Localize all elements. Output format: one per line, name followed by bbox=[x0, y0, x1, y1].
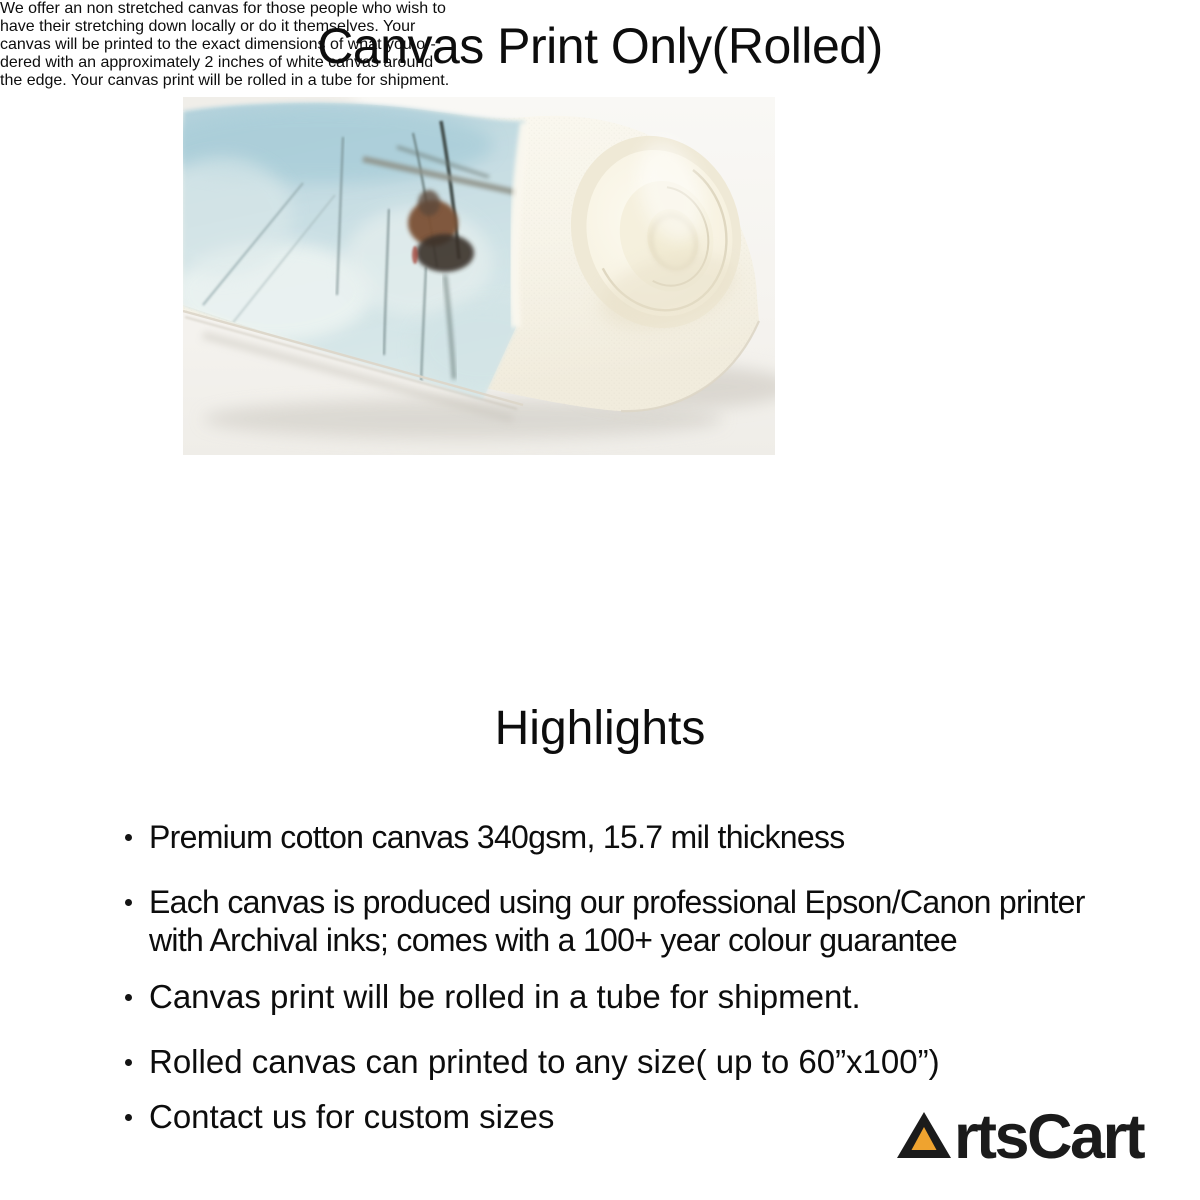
bullet-dot bbox=[125, 899, 132, 906]
highlight-text: Canvas print will be rolled in a tube for shipment. bbox=[149, 978, 861, 1015]
highlights-heading: Highlights bbox=[494, 702, 706, 755]
description-line: have their stretching down locally or do it themselves. Your bbox=[0, 18, 416, 35]
highlight-text: Each canvas is produced using our professional Epson/Canon printer bbox=[149, 884, 1085, 920]
highlight-item bbox=[125, 883, 1165, 959]
description-line: canvas will be printed to the exact dimensions of what you or- bbox=[0, 36, 436, 53]
artscart-logo bbox=[897, 1100, 1157, 1170]
bullet-dot bbox=[125, 1059, 132, 1066]
product-photo bbox=[183, 97, 775, 455]
highlight-text: Premium cotton canvas 340gsm, 15.7 mil thickness bbox=[149, 819, 845, 855]
bullet-dot bbox=[125, 834, 132, 841]
description-line: the edge. Your canvas print will be rolled in a tube for shipment. bbox=[0, 72, 450, 89]
logo-a-icon bbox=[897, 1112, 951, 1158]
bullet-dot bbox=[125, 1114, 132, 1121]
logo-text: rtsCart bbox=[954, 1102, 1144, 1170]
highlight-item bbox=[125, 818, 1165, 856]
highlight-item bbox=[125, 1043, 1165, 1081]
highlight-text: Rolled canvas can printed to any size( up to 60”x100”) bbox=[149, 1043, 940, 1080]
page-title: Canvas Print Only(Rolled) bbox=[317, 18, 883, 74]
description-line: We offer an non stretched canvas for those people who wish to bbox=[0, 0, 446, 17]
highlight-item bbox=[125, 978, 1165, 1016]
highlight-text: Contact us for custom sizes bbox=[149, 1098, 555, 1135]
description-line: dered with an approximately 2 inches of white canvas around bbox=[0, 54, 434, 71]
rolled-canvas-illustration bbox=[183, 97, 775, 455]
artscart-wordmark bbox=[897, 1100, 1157, 1170]
highlights-list bbox=[125, 818, 1165, 1136]
bullet-dot bbox=[125, 994, 132, 1001]
highlight-text: with Archival inks; comes with a 100+ year colour guarantee bbox=[149, 922, 958, 958]
